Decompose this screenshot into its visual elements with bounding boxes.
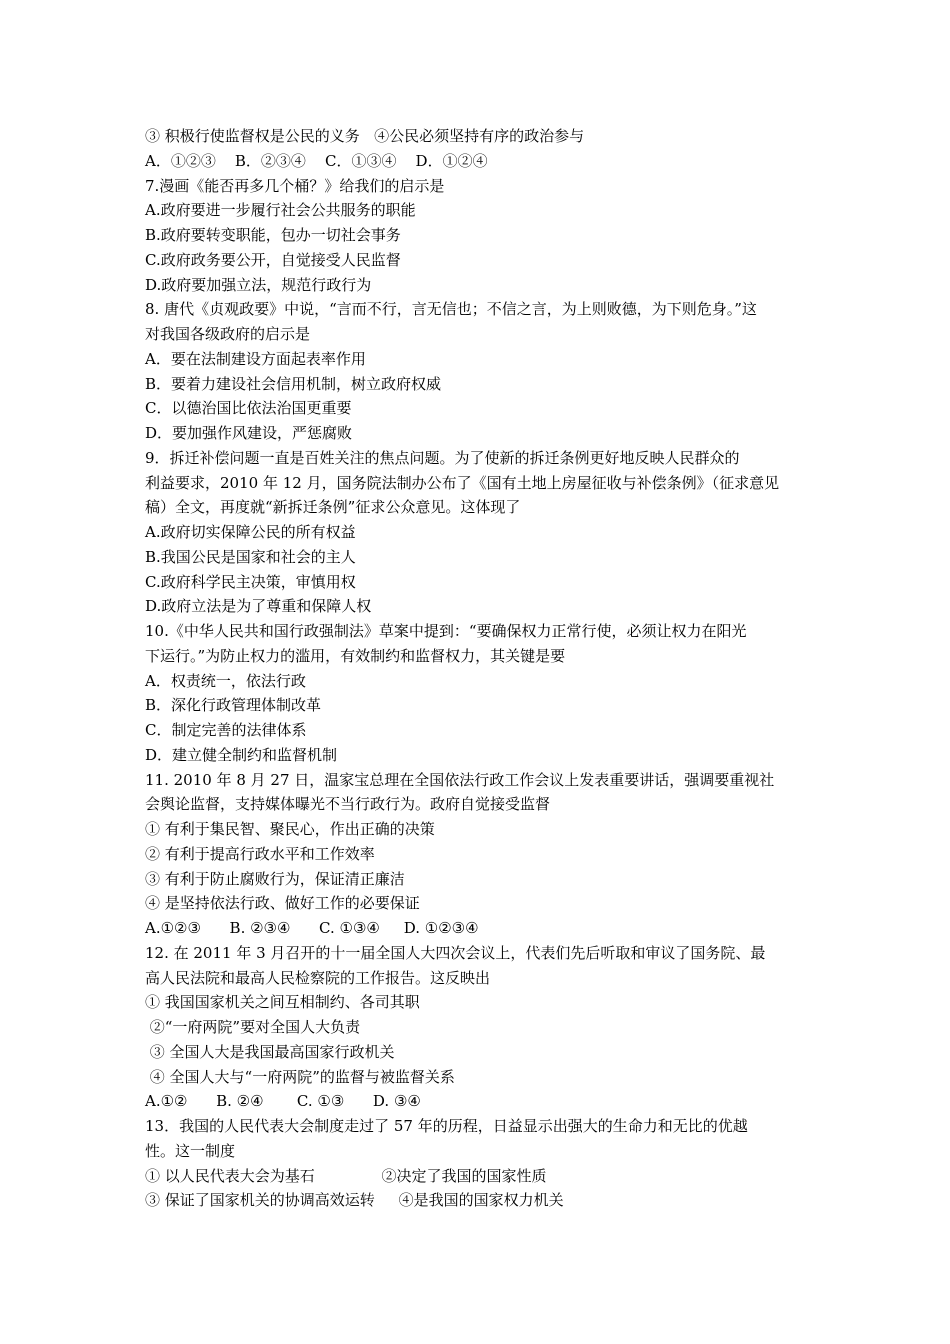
option-10a: A．权责统一，依法行政	[145, 671, 306, 690]
option-9d: D.政府立法是为了尊重和保障人权	[145, 597, 372, 616]
option-7a: A.政府要进一步履行社会公共服务的职能	[145, 201, 416, 220]
option-9a: A.政府切实保障公民的所有权益	[145, 523, 356, 541]
statement-11-2: ② 有利于提高行政水平和工作效率	[145, 844, 375, 863]
answer-options-12: A.①② B. ②④ C. ①③ D. ③④	[145, 1092, 421, 1111]
option-7c: C.政府政务要公开，自觉接受人民监督	[145, 250, 401, 269]
statement-12-2: ②“一府两院”要对全国人大负责	[145, 1018, 361, 1036]
question-13-line-2: 性。这一制度	[145, 1141, 236, 1160]
question-10-line-2: 下运行。”为防止权力的滥用，有效制约和监督权力，其关键是要	[145, 646, 566, 665]
question-9-line-3: 稿）全文，再度就“新拆迁条例”征求公众意见。这体现了	[145, 498, 521, 517]
option-8c: C．以德治国比依法治国更重要	[145, 399, 352, 418]
statement-11-1: ① 有利于集民智、聚民心，作出正确的决策	[145, 820, 435, 838]
question-10-line-1: 10.《中华人民共和国行政强制法》草案中提到：“要确保权力正常行使，必须让权力在阳光	[145, 622, 747, 640]
answer-options-11: A.①②③ B. ②③④ C. ①③④ D. ①②③④	[145, 919, 479, 937]
option-7d: D.政府要加强立法，规范行政行为	[145, 275, 372, 294]
statement-12-4: ④ 全国人大与“一府两院”的监督与被监督关系	[145, 1067, 455, 1086]
option-8a: A．要在法制建设方面起表率作用	[145, 349, 366, 368]
answer-options-6: A．①②③ B．②③④ C．①③④ D．①②④	[145, 151, 488, 170]
option-8d: D．要加强作风建设，严惩腐败	[145, 424, 353, 442]
question-12-line-2: 高人民法院和最高人民检察院的工作报告。这反映出	[145, 968, 491, 987]
option-8b: B．要着力建设社会信用机制，树立政府权威	[145, 374, 442, 393]
question-11-line-1: 11. 2010 年 8 月 27 日，温家宝总理在全国依法行政工作会议上发表重要讲话，强调要重视社	[145, 770, 775, 789]
question-8-line-1: 8. 唐代《贞观政要》中说，“言而不行，言无信也；不信之言，为上则败德，为下则危身。”这	[145, 300, 757, 319]
question-9-line-1: 9．拆迁补偿问题一直是百姓关注的焦点问题。为了使新的拆迁条例更好地反映人民群众的	[145, 448, 740, 467]
option-9c: C.政府科学民主决策，审慎用权	[145, 572, 356, 591]
text-line-1: ③ 积极行使监督权是公民的义务 ④公民必须坚持有序的政治参与	[145, 127, 585, 145]
question-11-line-2: 会舆论监督，支持媒体曝光不当行政行为。政府自觉接受监督	[145, 795, 551, 814]
question-9-line-2: 利益要求，2010 年 12 月，国务院法制办公布了《国有土地上房屋征收与补偿条例》（征求意见	[145, 473, 780, 492]
option-7b: B.政府要转变职能，包办一切社会事务	[145, 226, 401, 244]
document-page	[145, 124, 815, 1213]
statement-11-4: ④ 是坚持依法行政、做好工作的必要保证	[145, 894, 420, 913]
question-8-line-2: 对我国各级政府的启示是	[145, 325, 311, 343]
question-7: 7.漫画《能否再多几个桶？》给我们的启示是	[145, 176, 445, 195]
option-10c: C．制定完善的法律体系	[145, 721, 307, 739]
option-10d: D．建立健全制约和监督机制	[145, 745, 338, 764]
question-12-line-1: 12. 在 2011 年 3 月召开的十一届全国人大四次会议上，代表们先后听取和审议了国务院、最	[145, 943, 766, 962]
statement-12-1: ① 我国国家机关之间互相制约、各司其职	[145, 993, 420, 1012]
statement-13-3-4: ③ 保证了国家机关的协调高效运转 ④是我国的国家权力机关	[145, 1191, 564, 1210]
statement-13-1-2: ① 以人民代表大会为基石 ②决定了我国的国家性质	[145, 1166, 547, 1185]
option-10b: B．深化行政管理体制改革	[145, 696, 322, 715]
statement-11-3: ③ 有利于防止腐败行为，保证清正廉洁	[145, 869, 405, 888]
option-9b: B.我国公民是国家和社会的主人	[145, 547, 356, 566]
statement-12-3: ③ 全国人大是我国最高国家行政机关	[145, 1042, 395, 1061]
question-13-line-1: 13．我国的人民代表大会制度走过了 57 年的历程，日益显示出强大的生命力和无比的优越	[145, 1117, 748, 1135]
